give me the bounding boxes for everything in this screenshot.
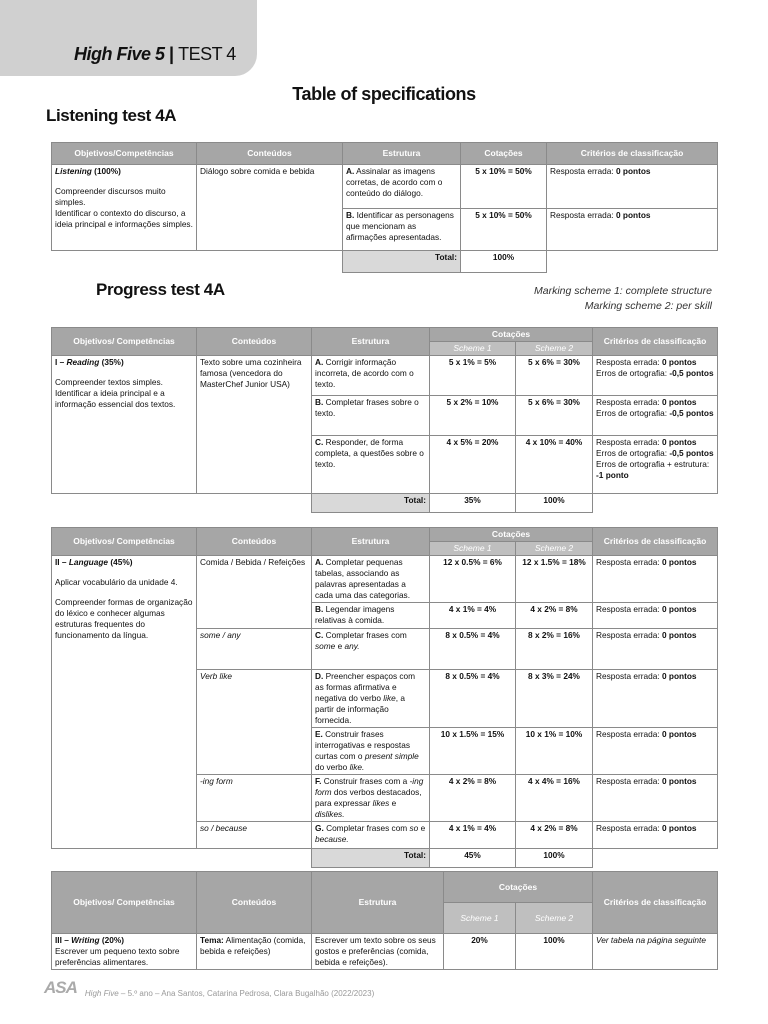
listening-objective: Listening (100%) Compreender discursos muito simples. Identificar o contexto do discurso, a ideia principal e informações simples. — [52, 165, 197, 251]
reading-total-s1: 35% — [430, 494, 516, 513]
col-header-structure: Estrutura — [343, 143, 461, 165]
listening-score-b: 5 x 10% = 50% — [461, 209, 547, 251]
footer — [44, 978, 374, 998]
col-header-objectives: Objetivos/ Competências — [52, 528, 197, 556]
writing-s1: 20% — [444, 934, 516, 970]
col-header-contents: Conteúdos — [197, 528, 312, 556]
table-row — [52, 556, 718, 603]
writing-objective: III – Writing (20%) Escrever um pequeno texto sobre preferências alimentares. — [52, 934, 197, 970]
language-content-1: Comida / Bebida / Refeições — [197, 556, 312, 629]
language-structure-a: A. Completar pequenas tabelas, associando as palavras apresentadas a cada uma das categorias. — [312, 556, 430, 603]
reading-structure-b: B. Completar frases sobre o texto. — [312, 396, 430, 436]
language-criteria-e: Resposta errada: 0 pontos — [593, 728, 718, 775]
language-total-s2: 100% — [516, 849, 593, 868]
language-s1-b: 4 x 1% = 4% — [430, 603, 516, 629]
footer-book: High Five — [84, 989, 119, 998]
progress-title: Progress test 4A — [96, 280, 225, 299]
col-header-scheme-2: Scheme 2 — [516, 903, 593, 934]
language-content-2: some / any — [197, 629, 312, 670]
language-s2-d: 8 x 3% = 24% — [516, 670, 593, 728]
language-structure-f: F. Construir frases com a -ing form dos verbos destacados, para expressar likes e dislikes. — [312, 775, 430, 822]
language-content-4: -ing form — [197, 775, 312, 822]
language-s1-f: 4 x 2% = 8% — [430, 775, 516, 822]
language-structure-e: E. Construir frases interrogativas e respostas curtas com o present simple do verbo like. — [312, 728, 430, 775]
col-header-scheme-1: Scheme 1 — [430, 542, 516, 556]
reading-s1-c: 4 x 5% = 20% — [430, 436, 516, 494]
language-structure-b: B. Legendar imagens relativas à comida. — [312, 603, 430, 629]
listening-score-a: 5 x 10% = 50% — [461, 165, 547, 209]
language-criteria-g: Resposta errada: 0 pontos — [593, 822, 718, 849]
col-header-structure: Estrutura — [312, 528, 430, 556]
language-s1-c: 8 x 0.5% = 4% — [430, 629, 516, 670]
scheme-note-2: Marking scheme 2: per skill — [584, 300, 712, 312]
table-row — [52, 356, 718, 396]
listening-total-label: Total: — [343, 251, 461, 273]
listening-criteria-a: Resposta errada: 0 pontos — [547, 165, 718, 209]
listening-structure-b: B. Identificar as personagens que mencionam as afirmações apresentadas. — [343, 209, 461, 251]
header-separator: | — [164, 44, 179, 64]
reading-table — [51, 327, 718, 513]
writing-s2: 100% — [516, 934, 593, 970]
language-content-3: Verb like — [197, 670, 312, 775]
footer-text: – 5.º ano – Ana Santos, Catarina Pedrosa, Clara Bugalhão (2022/2023) — [118, 989, 375, 998]
language-criteria-c: Resposta errada: 0 pontos — [593, 629, 718, 670]
reading-s2-a: 5 x 6% = 30% — [516, 356, 593, 396]
col-header-scheme-1: Scheme 1 — [430, 342, 516, 356]
reading-criteria-a: Resposta errada: 0 pontos Erros de ortografia: -0,5 pontos — [593, 356, 718, 396]
listening-total-value: 100% — [461, 251, 547, 273]
reading-objective: I – Reading (35%) Compreender textos simples. Identificar a ideia principal e a informação essencial dos textos. — [52, 356, 197, 494]
reading-criteria-c: Resposta errada: 0 pontos Erros de ortografia: -0,5 pontos Erros de ortografia + estrutura: -1 ponto — [593, 436, 718, 494]
listening-title: Listening test 4A — [46, 106, 177, 125]
writing-criteria: Ver tabela na página seguinte — [593, 934, 718, 970]
reading-content: Texto sobre uma cozinheira famosa (vencedora do MasterChef Junior USA) — [197, 356, 312, 494]
table-row — [52, 934, 718, 970]
reading-structure-c: C. Responder, de forma completa, a questões sobre o texto. — [312, 436, 430, 494]
language-table — [51, 527, 718, 868]
language-s2-e: 10 x 1% = 10% — [516, 728, 593, 775]
language-s2-g: 4 x 2% = 8% — [516, 822, 593, 849]
table-row — [52, 165, 718, 209]
language-s1-d: 8 x 0.5% = 4% — [430, 670, 516, 728]
writing-structure: Escrever um texto sobre os seus gostos e preferências (comida, bebida e refeições). — [312, 934, 444, 970]
col-header-objectives: Objetivos/Competências — [52, 143, 197, 165]
scheme-note-1: Marking scheme 1: complete structure — [534, 285, 712, 297]
language-s2-a: 12 x 1.5% = 18% — [516, 556, 593, 603]
header-title — [74, 44, 236, 65]
col-header-objectives: Objetivos/ Competências — [52, 872, 197, 934]
language-criteria-f: Resposta errada: 0 pontos — [593, 775, 718, 822]
language-criteria-a: Resposta errada: 0 pontos — [593, 556, 718, 603]
document-title: Table of specifications — [292, 84, 476, 104]
col-header-criteria: Critérios de classificação — [593, 872, 718, 934]
reading-total-s2: 100% — [516, 494, 593, 513]
test-label: TEST 4 — [178, 44, 236, 64]
reading-s2-c: 4 x 10% = 40% — [516, 436, 593, 494]
listening-criteria-b: Resposta errada: 0 pontos — [547, 209, 718, 251]
language-criteria-d: Resposta errada: 0 pontos — [593, 670, 718, 728]
col-header-structure: Estrutura — [312, 328, 430, 356]
book-title: High Five 5 — [74, 44, 165, 64]
col-header-criteria: Critérios de classificação — [547, 143, 718, 165]
language-objective: II – Language (45%) Aplicar vocabulário da unidade 4. Compreender formas de organização do léxico e conhecer algumas estruturas frequentes do funcionamento da língua. — [52, 556, 197, 849]
language-total-s1: 45% — [430, 849, 516, 868]
col-header-scores: Cotações — [444, 872, 593, 903]
col-header-scores: Cotações — [430, 328, 593, 342]
col-header-scheme-2: Scheme 2 — [516, 342, 593, 356]
language-s1-e: 10 x 1.5% = 15% — [430, 728, 516, 775]
reading-total-label: Total: — [312, 494, 430, 513]
language-s1-a: 12 x 0.5% = 6% — [430, 556, 516, 603]
col-header-contents: Conteúdos — [197, 872, 312, 934]
listening-content: Diálogo sobre comida e bebida — [197, 165, 343, 251]
language-content-5: so / because — [197, 822, 312, 849]
reading-criteria-b: Resposta errada: 0 pontos Erros de ortografia: -0,5 pontos — [593, 396, 718, 436]
marking-scheme-note — [534, 284, 712, 314]
language-s1-g: 4 x 1% = 4% — [430, 822, 516, 849]
col-header-scheme-2: Scheme 2 — [516, 542, 593, 556]
col-header-scores: Cotações — [461, 143, 547, 165]
reading-s1-b: 5 x 2% = 10% — [430, 396, 516, 436]
language-s2-b: 4 x 2% = 8% — [516, 603, 593, 629]
col-header-criteria: Critérios de classificação — [593, 528, 718, 556]
listening-structure-a: A. Assinalar as imagens corretas, de acordo com o conteúdo do diálogo. — [343, 165, 461, 209]
language-s2-f: 4 x 4% = 16% — [516, 775, 593, 822]
language-total-label: Total: — [312, 849, 430, 868]
col-header-criteria: Critérios de classificação — [593, 328, 718, 356]
col-header-scheme-1: Scheme 1 — [444, 903, 516, 934]
language-s2-c: 8 x 2% = 16% — [516, 629, 593, 670]
reading-structure-a: A. Corrigir informação incorreta, de acordo com o texto. — [312, 356, 430, 396]
writing-table — [51, 871, 718, 970]
language-structure-d: D. Preencher espaços com as formas afirmativa e negativa do verbo like, a partir de informação fornecida. — [312, 670, 430, 728]
col-header-contents: Conteúdos — [197, 143, 343, 165]
reading-s1-a: 5 x 1% = 5% — [430, 356, 516, 396]
col-header-contents: Conteúdos — [197, 328, 312, 356]
writing-content: Tema: Alimentação (comida, bebida e refeições) — [197, 934, 312, 970]
col-header-objectives: Objetivos/ Competências — [52, 328, 197, 356]
col-header-scores: Cotações — [430, 528, 593, 542]
publisher-logo: ASA — [44, 978, 77, 997]
language-structure-g: G. Completar frases com so e because. — [312, 822, 430, 849]
reading-s2-b: 5 x 6% = 30% — [516, 396, 593, 436]
language-structure-c: C. Completar frases com some e any. — [312, 629, 430, 670]
language-criteria-b: Resposta errada: 0 pontos — [593, 603, 718, 629]
listening-table — [51, 142, 718, 273]
col-header-structure: Estrutura — [312, 872, 444, 934]
